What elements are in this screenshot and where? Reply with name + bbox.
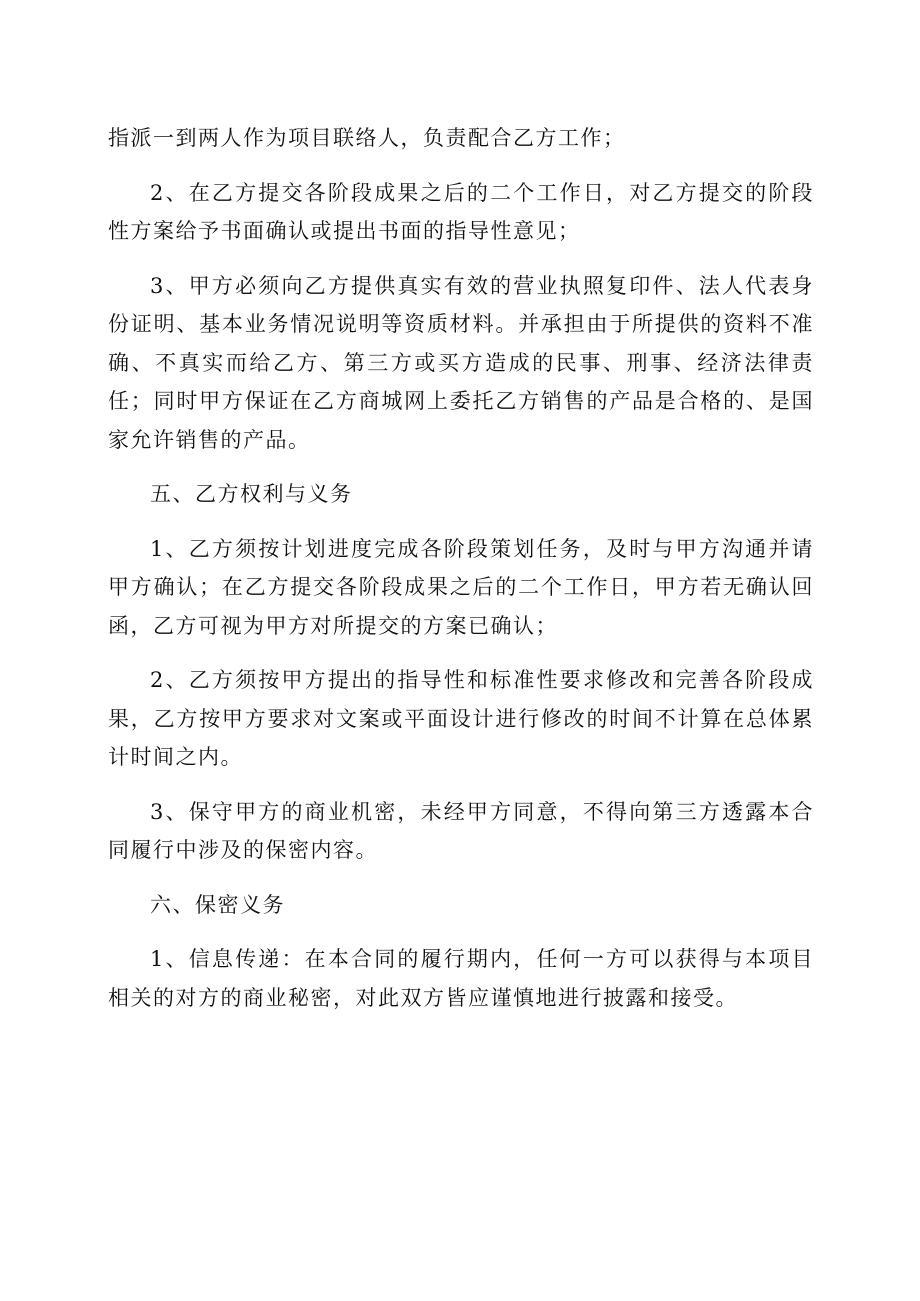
paragraph-party-b-schedule: 1、乙方须按计划进度完成各阶段策划任务，及时与甲方沟通并请甲方确认；在乙方提交各阶段成果之后的二个工作日，甲方若无确认回函，乙方可视为甲方对所提交的方案已确认； (108, 536, 814, 638)
section-heading-confidentiality: 六、保密义务 (150, 892, 285, 917)
paragraph-party-a-confirmation: 2、在乙方提交各阶段成果之后的二个工作日，对乙方提交的阶段性方案给予书面确认或提出书面的指导性意见； (108, 180, 814, 243)
document-body (108, 119, 814, 1033)
paragraph-liaison: 指派一到两人作为项目联络人，负责配合乙方工作； (108, 126, 626, 150)
paragraph-party-a-materials: 3、甲方必须向乙方提供真实有效的营业执照复印件、法人代表身份证明、基本业务情况说明等资质材料。并承担由于所提供的资料不准确、不真实而给乙方、第三方或买方造成的民事、刑事、经济法律责任；同时甲方保证在乙方商城网上委托乙方销售的产品是合格的、是国家允许销售的产品。 (108, 273, 814, 452)
paragraph-party-b-secrecy: 3、保守甲方的商业机密，未经甲方同意，不得向第三方透露本合同履行中涉及的保密内容。 (108, 799, 814, 862)
paragraph-information-transfer: 1、信息传递：在本合同的履行期内，任何一方可以获得与本项目相关的对方的商业秘密，对此双方皆应谨慎地进行披露和接受。 (108, 947, 814, 1010)
paragraph-party-b-revisions: 2、乙方须按甲方提出的指导性和标准性要求修改和完善各阶段成果，乙方按甲方要求对文案或平面设计进行修改的时间不计算在总体累计时间之内。 (108, 668, 814, 769)
section-heading-party-b-rights: 五、乙方权利与义务 (150, 482, 353, 506)
